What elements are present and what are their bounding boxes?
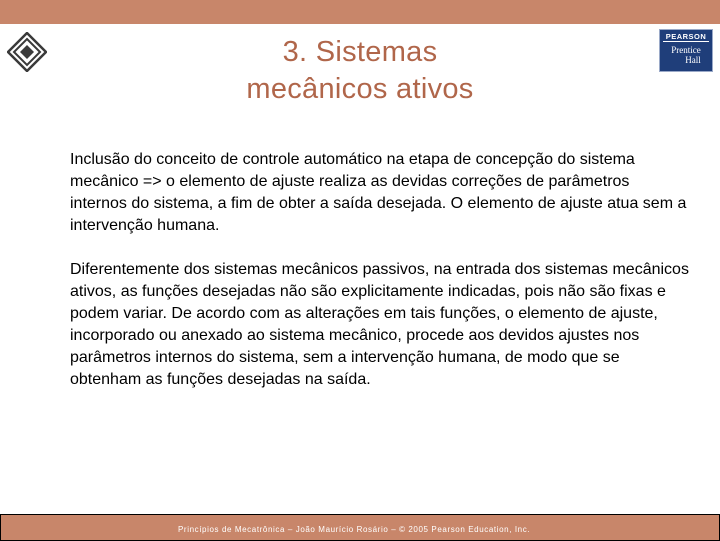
publisher-logo	[659, 29, 713, 72]
publisher-logo-line-2: Prentice	[671, 45, 701, 55]
body-paragraph-2: Diferentemente dos sistemas mecânicos passivos, na entrada dos sistemas mecânicos ativos, as funções desejadas não são explicitamente indicadas, pois não são fixas e podem variar. De acordo com as alterações em tais funções, o elemento de ajuste, incorporado ou anexado ao sistema mecânico, procede aos devidos ajustes nos parâmetros internos do sistema, sem a intervenção humana, de modo que se obtenham as funções desejadas na saída.	[70, 261, 689, 388]
publisher-logo-line-1: PEARSON	[663, 30, 709, 42]
diamond-icon	[7, 32, 47, 72]
slide-title	[160, 34, 560, 108]
title-line-1: 3. Sistemas	[282, 36, 438, 68]
slide-body	[70, 149, 690, 413]
top-bar	[0, 0, 720, 24]
publisher-logo-line-3: Hall	[685, 55, 701, 65]
footer-text: Princípios de Mecatrônica – João Maurício Rosário – © 2005 Pearson Education, Inc.	[178, 525, 531, 534]
title-line-2: mecânicos ativos	[246, 73, 474, 105]
footer-bar	[0, 514, 720, 541]
body-paragraph-1: Inclusão do conceito de controle automático na etapa de concepção do sistema mecânico => o elemento de ajuste realiza as devidas correções de parâmetros internos do sistema, a fim de obter a saída desejada. O elemento de ajuste atua sem a intervenção humana.	[70, 151, 687, 234]
